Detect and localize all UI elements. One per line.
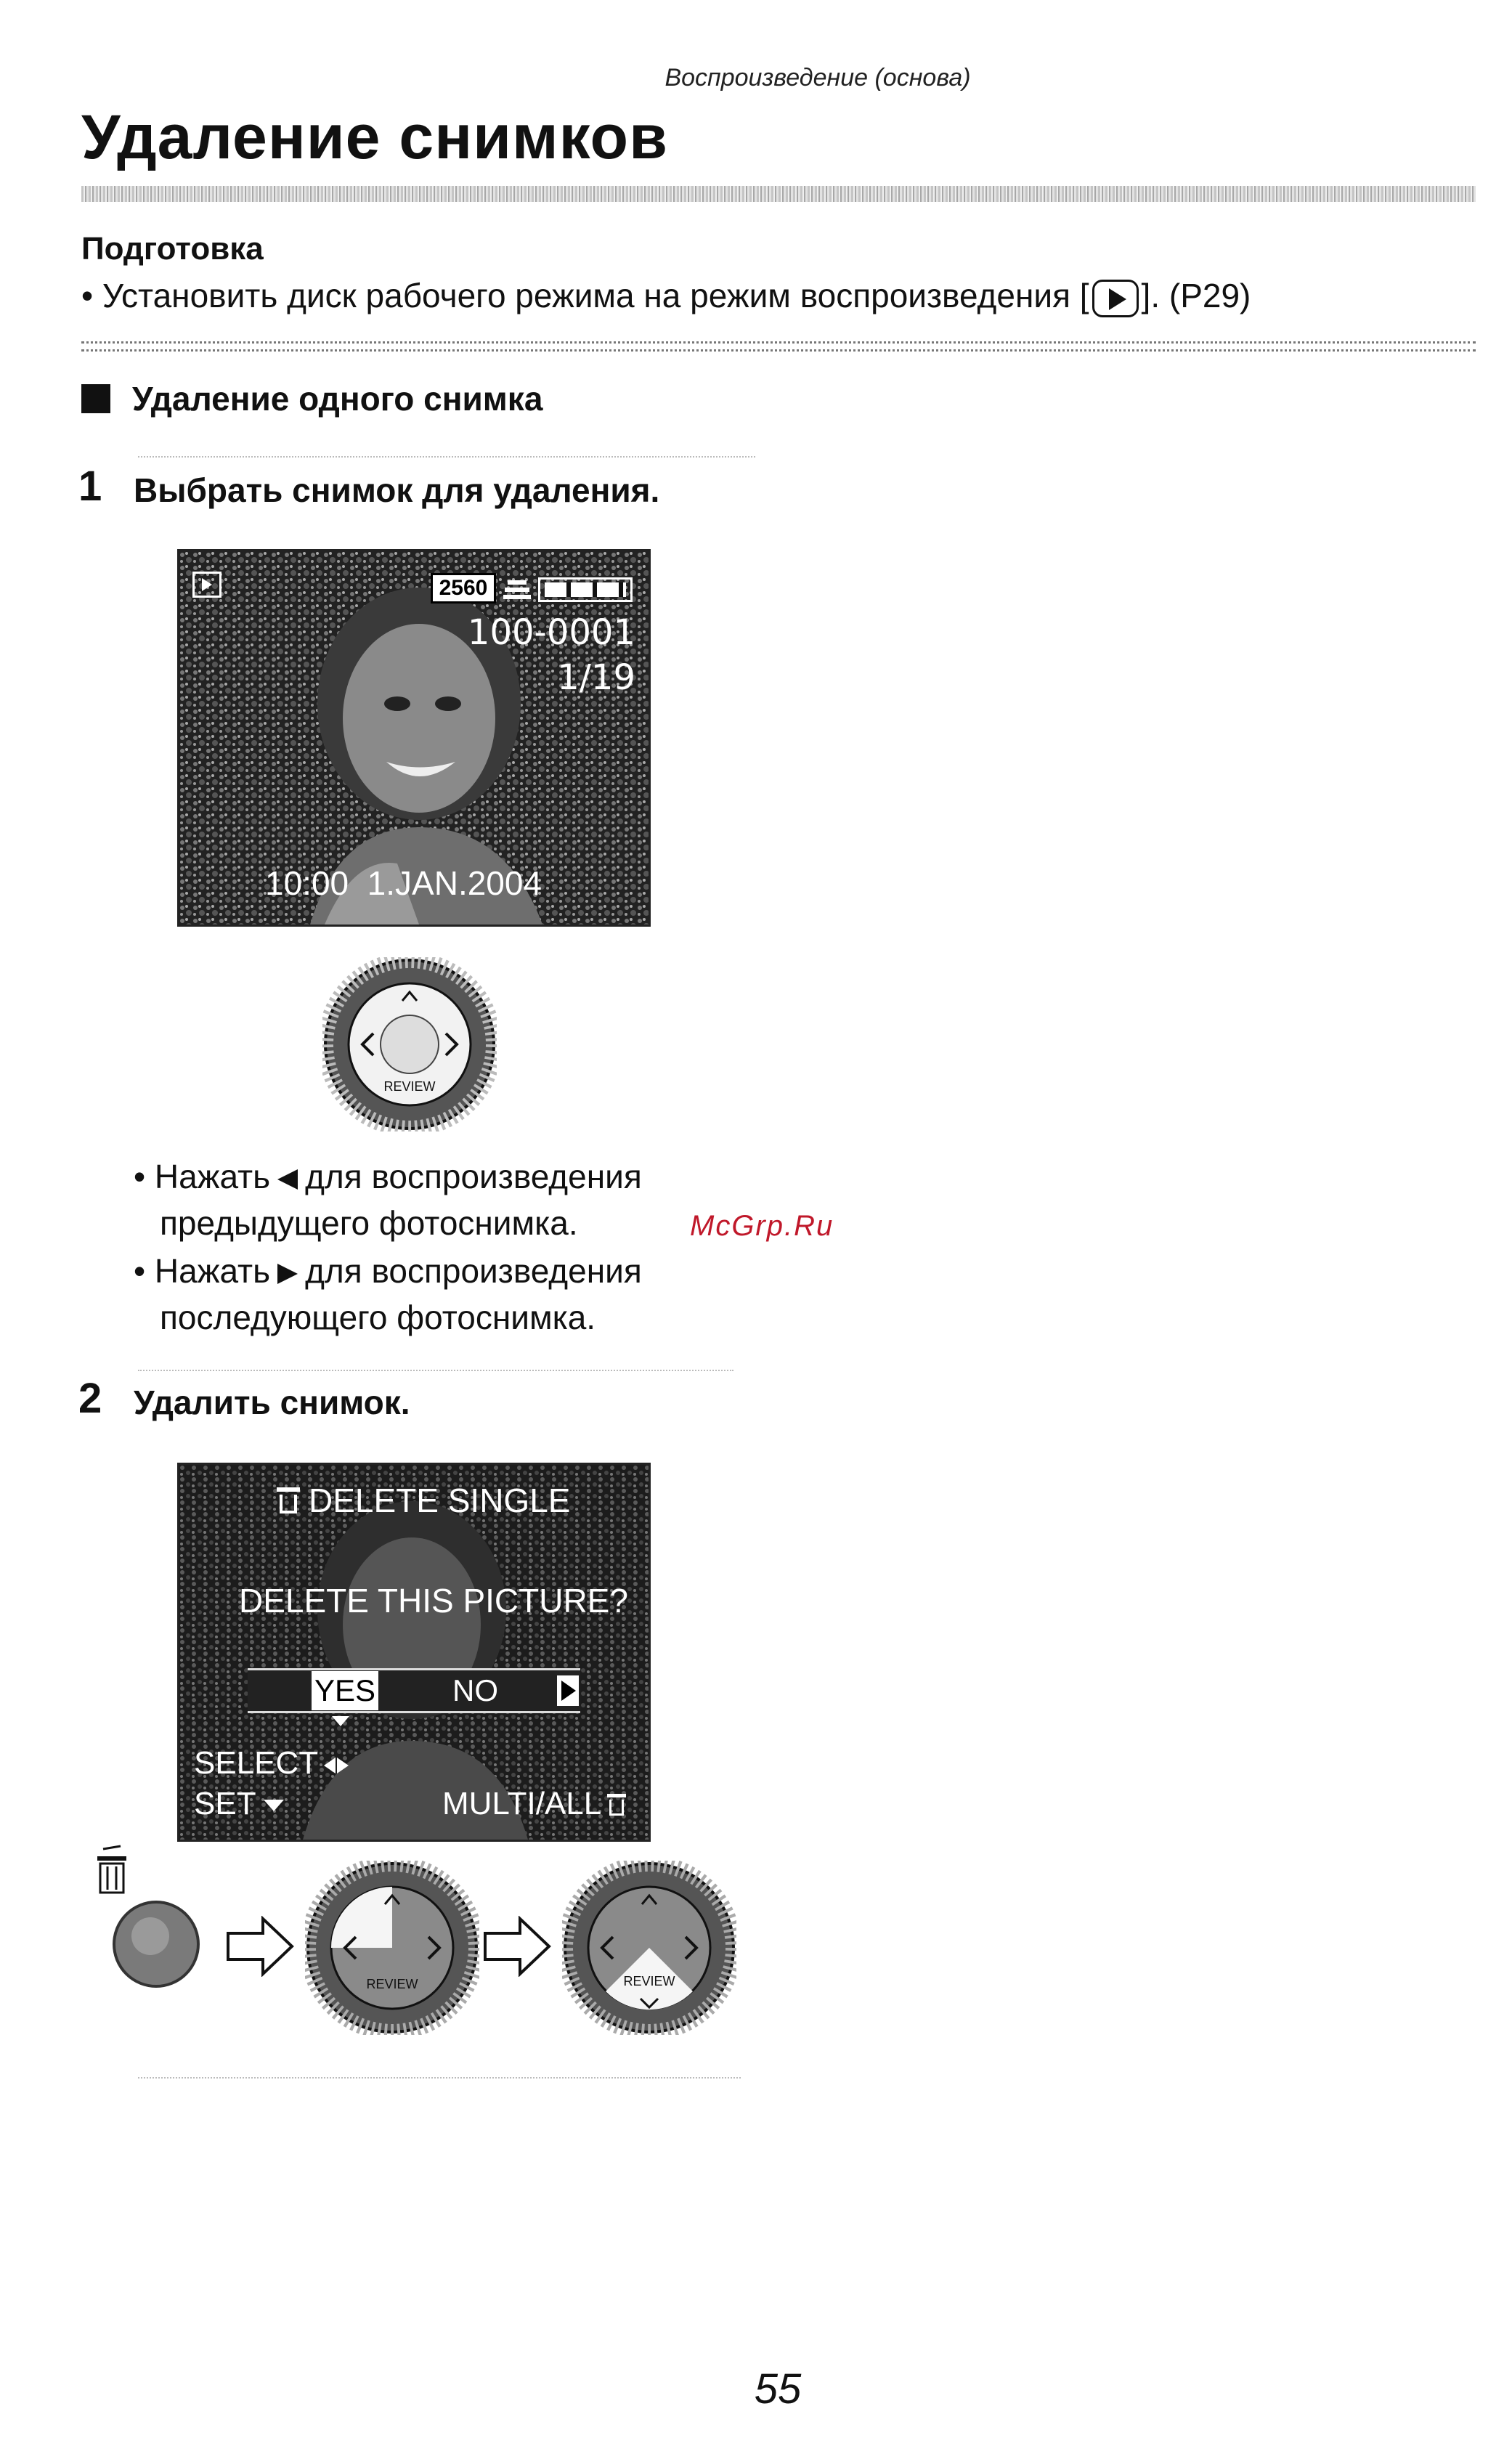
section-square-icon <box>81 384 110 413</box>
no-option[interactable]: NO <box>452 1673 498 1707</box>
file-number: 100-0001 <box>467 612 635 653</box>
camera-screen-playback <box>177 549 651 927</box>
select-hint <box>194 1745 349 1781</box>
watermark: McGrp.Ru <box>690 1210 834 1242</box>
next-step-arrow-icon <box>225 1916 295 1977</box>
delete-photo-background <box>179 1465 649 1840</box>
faint-divider <box>138 2077 741 2079</box>
select-left-arrow-icon <box>324 1758 336 1773</box>
bullet-previous-line1: для воспроизведения <box>305 1158 642 1195</box>
select-right-arrow-icon <box>337 1758 349 1773</box>
delete-question: DELETE THIS PICTURE? <box>239 1582 628 1620</box>
right-arrow-icon <box>277 1264 298 1284</box>
dial-2-review-label: REVIEW <box>623 1974 675 1988</box>
dial-review-label: REVIEW <box>383 1079 436 1094</box>
cursor-dial-down[interactable] <box>562 1861 736 2035</box>
select-label: SELECT <box>194 1745 319 1781</box>
cursor-dial-left-right <box>322 957 497 1131</box>
faint-divider <box>138 1370 733 1371</box>
selection-down-marker-icon <box>332 1716 349 1726</box>
trash-icon <box>274 1486 303 1515</box>
trash-button[interactable] <box>110 1898 202 1990</box>
bullet-previous <box>134 1153 642 1246</box>
section-label: Воспроизведение (основа) <box>664 64 971 92</box>
preparation-divider <box>81 341 1476 352</box>
next-step-arrow-icon <box>482 1916 552 1977</box>
preparation-text-before: • Установить диск рабочего режима на режим воспроизведения [ <box>81 277 1089 314</box>
play-mode-icon <box>1092 280 1139 317</box>
bullet-next <box>134 1248 642 1341</box>
faint-divider <box>138 456 755 458</box>
quality-icon <box>503 577 531 601</box>
set-hint <box>194 1786 284 1822</box>
cursor-dial-up[interactable] <box>305 1861 479 2035</box>
selector-right-arrow-icon <box>557 1675 579 1706</box>
left-arrow-icon <box>277 1169 298 1190</box>
photo-datetime: 10:00 1.JAN.2004 <box>265 864 542 902</box>
title-divider <box>81 186 1476 202</box>
page-number: 55 <box>754 2365 802 2413</box>
multi-all-hint <box>442 1786 627 1822</box>
frame-count: 1/19 <box>557 657 635 698</box>
yes-no-selector <box>248 1668 580 1713</box>
dial-1-review-label: REVIEW <box>366 1977 418 1991</box>
playback-mode-icon <box>192 572 221 598</box>
delete-menu-title-row <box>274 1481 570 1520</box>
subsection-heading <box>81 379 542 418</box>
subsection-title: Удаление одного снимка <box>132 380 543 418</box>
step-1-text: Выбрать снимок для удаления. <box>134 471 660 509</box>
step-1-number: 1 <box>78 463 102 510</box>
yes-option[interactable]: YES <box>312 1671 378 1710</box>
bullet-next-prefix: • Нажать <box>134 1252 271 1290</box>
battery-icon <box>538 577 633 602</box>
set-label: SET <box>194 1786 256 1821</box>
bullet-previous-line2: предыдущего фотоснимка. <box>160 1204 578 1242</box>
bullet-previous-prefix: • Нажать <box>134 1158 271 1195</box>
delete-menu-title: DELETE SINGLE <box>309 1482 571 1519</box>
trash-small-icon <box>606 1792 627 1817</box>
resolution-badge: 2560 <box>431 573 496 604</box>
step-2-text: Удалить снимок. <box>134 1384 410 1421</box>
camera-screen-delete <box>177 1463 651 1842</box>
bullet-next-line1: для воспроизведения <box>305 1252 642 1290</box>
trash-button-label-icon <box>93 1845 129 1896</box>
preparation-text-after: ]. (P29) <box>1141 277 1251 314</box>
preparation-text <box>81 276 1251 317</box>
bullet-next-line2: последующего фотоснимка. <box>160 1299 596 1336</box>
step-2-number: 2 <box>78 1375 102 1422</box>
page-title: Удаление снимков <box>81 102 668 172</box>
multi-all-label: MULTI/ALL <box>442 1786 602 1821</box>
preparation-heading: Подготовка <box>81 231 264 267</box>
set-down-arrow-icon <box>264 1800 284 1811</box>
